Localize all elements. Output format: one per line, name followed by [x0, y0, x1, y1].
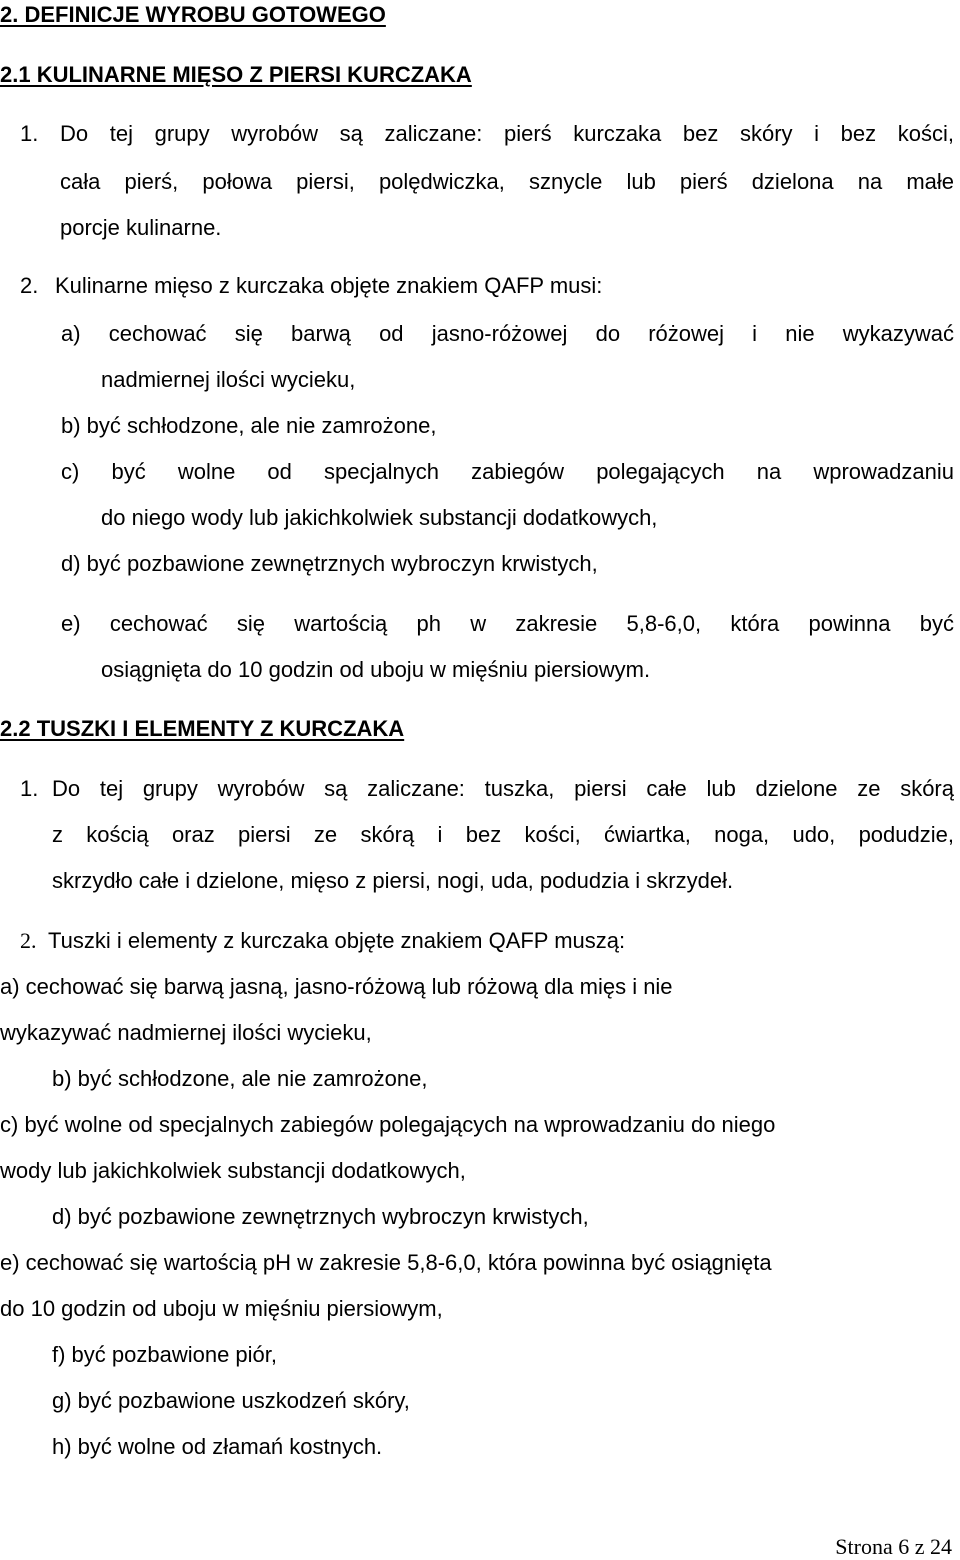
s22-point-b: b) być schłodzone, ale nie zamrożone, — [52, 1066, 428, 1091]
s21-point-d: d) być pozbawione zewnętrznych wybroczyn krwistych, — [61, 551, 598, 576]
s21-item-1-number: 1. — [20, 121, 39, 146]
s21-item-1-line-2: cała pierś, połowa piersi, polędwiczka, sznycle lub pierś dzielona na małe — [60, 169, 954, 194]
s21-point-a-line-1: a) cechować się barwą od jasno-różowej do różowej i nie wykazywać — [61, 321, 954, 346]
s22-point-c-line-2: wody lub jakichkolwiek substancji dodatkowych, — [0, 1158, 466, 1183]
s22-point-a-line-2: wykazywać nadmiernej ilości wycieku, — [0, 1020, 372, 1045]
s22-item-2-line-1: Tuszki i elementy z kurczaka objęte znakiem QAFP muszą: — [48, 928, 626, 953]
subsection-heading-2-2: 2.2 TUSZKI I ELEMENTY Z KURCZAKA — [0, 716, 405, 741]
s22-item-1-line-2: z kością oraz piersi ze skórą i bez kości, ćwiartka, noga, udo, podudzie, — [52, 822, 954, 847]
s22-point-h: h) być wolne od złamań kostnych. — [52, 1434, 383, 1459]
s22-point-f: f) być pozbawione piór, — [52, 1342, 278, 1367]
s22-item-1-number: 1. — [20, 776, 39, 801]
s22-point-e-line-2: do 10 godzin od uboju w mięśniu piersiowym, — [0, 1296, 443, 1321]
s21-item-2-line-1: Kulinarne mięso z kurczaka objęte znakiem QAFP musi: — [55, 273, 603, 298]
s22-point-d: d) być pozbawione zewnętrznych wybroczyn krwistych, — [52, 1204, 589, 1229]
s22-point-a-line-1: a) cechować się barwą jasną, jasno-różową lub różową dla mięs i nie — [0, 974, 673, 999]
s21-item-1-line-3: porcje kulinarne. — [60, 215, 222, 240]
section-heading: 2. DEFINICJE WYROBU GOTOWEGO — [0, 2, 386, 27]
s22-point-e-line-1: e) cechować się wartością pH w zakresie 5,8-6,0, która powinna być osiągnięta — [0, 1250, 772, 1275]
s21-point-c-line-1: c) być wolne od specjalnych zabiegów polegających na wprowadzaniu — [61, 459, 954, 484]
subsection-heading-2-1: 2.1 KULINARNE MIĘSO Z PIERSI KURCZAKA — [0, 62, 472, 87]
s21-point-c-line-2: do niego wody lub jakichkolwiek substancji dodatkowych, — [101, 505, 658, 530]
s21-point-a-line-2: nadmiernej ilości wycieku, — [101, 367, 356, 392]
s21-point-e-line-1: e) cechować się wartością ph w zakresie 5,8-6,0, która powinna być — [61, 611, 954, 636]
s22-item-1-line-1: Do tej grupy wyrobów są zaliczane: tuszka, piersi całe lub dzielone ze skórą — [52, 776, 954, 801]
s22-point-c-line-1: c) być wolne od specjalnych zabiegów polegających na wprowadzaniu do niego — [0, 1112, 776, 1137]
s22-item-1-line-3: skrzydło całe i dzielone, mięso z piersi, nogi, uda, podudzia i skrzydeł. — [52, 868, 734, 893]
page-number-footer: Strona 6 z 24 — [835, 1534, 952, 1559]
s22-point-g: g) być pozbawione uszkodzeń skóry, — [52, 1388, 410, 1413]
s22-item-2-number: 2. — [20, 928, 37, 953]
s21-item-1-line-1: Do tej grupy wyrobów są zaliczane: pierś kurczaka bez skóry i bez kości, — [60, 121, 954, 146]
s21-point-e-line-2: osiągnięta do 10 godzin od uboju w mięśniu piersiowym. — [101, 657, 651, 682]
s21-point-b: b) być schłodzone, ale nie zamrożone, — [61, 413, 437, 438]
s21-item-2-number: 2. — [20, 273, 39, 298]
